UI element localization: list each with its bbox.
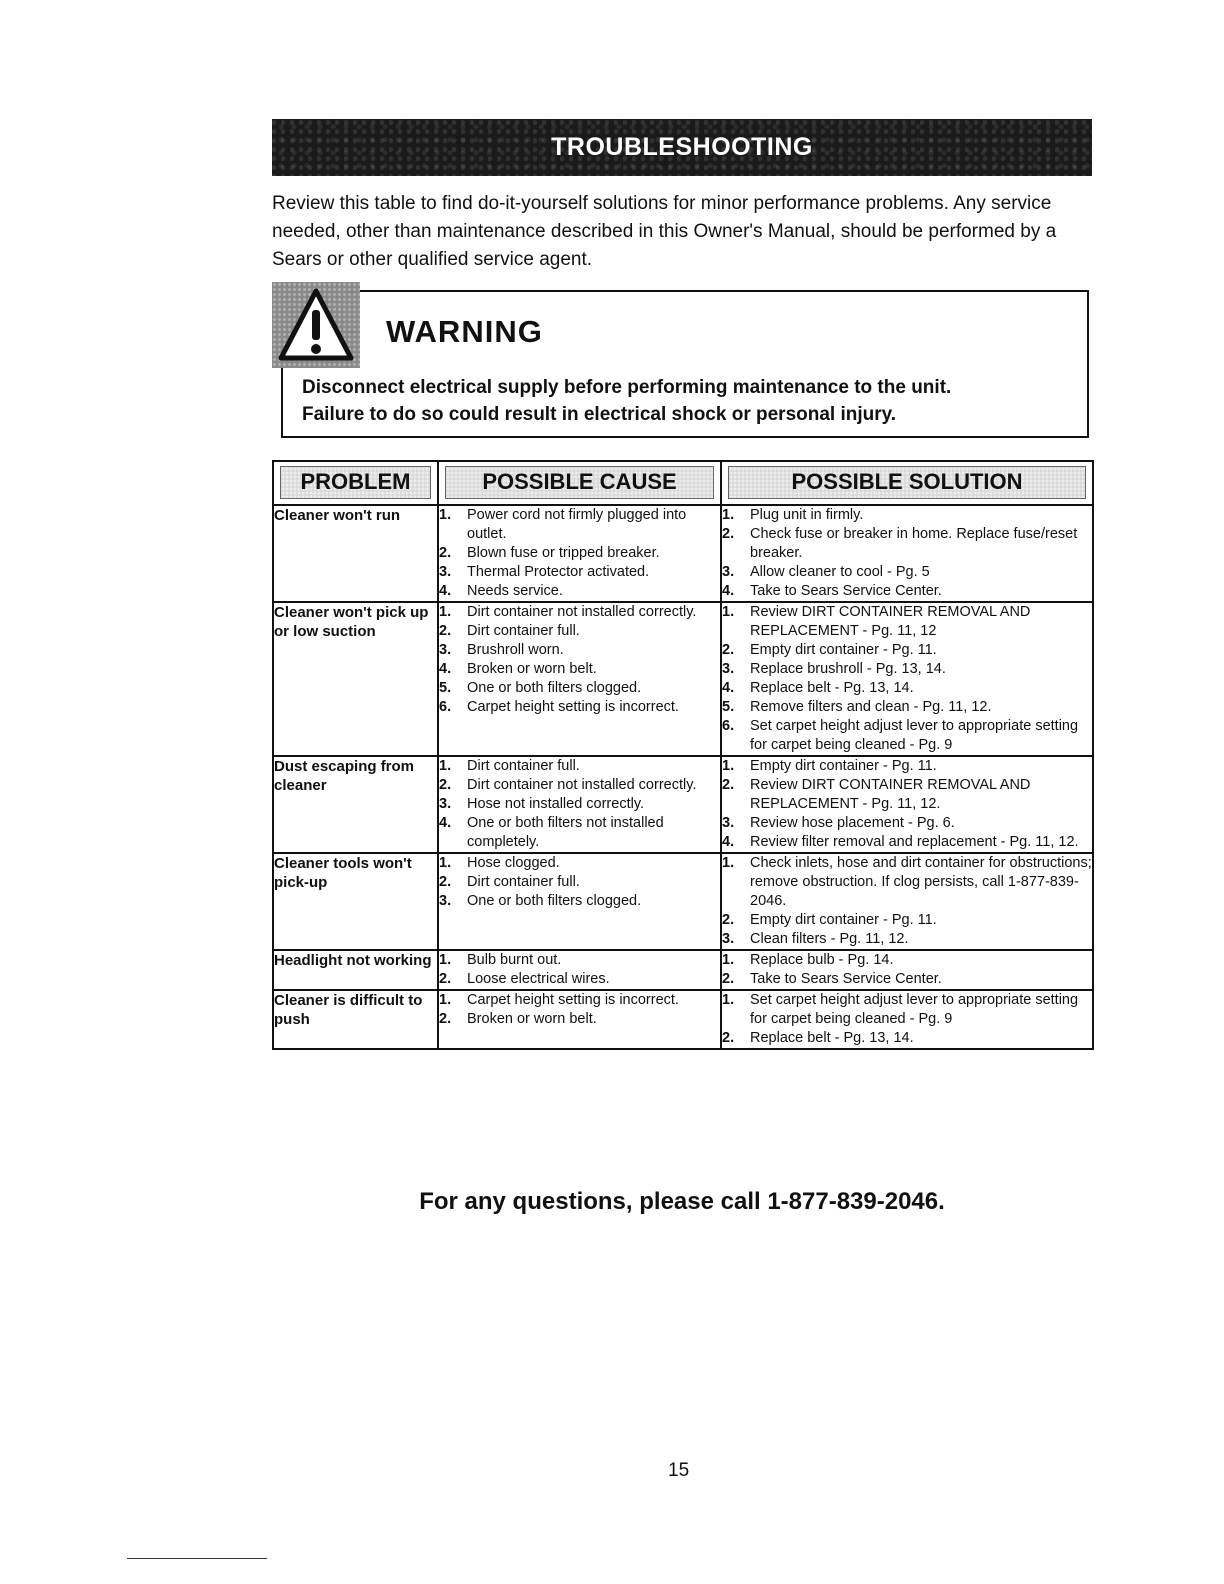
item-text: Take to Sears Service Center. bbox=[750, 971, 942, 987]
item-number: 2. bbox=[722, 526, 735, 542]
problem-cell: Cleaner is difficult to push bbox=[273, 990, 438, 1049]
item-number: 2. bbox=[722, 1030, 735, 1046]
cause-item bbox=[439, 814, 720, 852]
table-row bbox=[273, 505, 1093, 602]
item-text: Broken or worn belt. bbox=[467, 661, 597, 677]
solution-cell bbox=[721, 602, 1093, 756]
item-number: 4. bbox=[439, 661, 452, 677]
solution-item bbox=[722, 930, 1092, 949]
cause-item bbox=[439, 892, 720, 911]
item-text: Review filter removal and replacement - Pg. 11, 12. bbox=[750, 834, 1079, 850]
solution-item bbox=[722, 776, 1092, 814]
solution-item bbox=[722, 660, 1092, 679]
table-row bbox=[273, 853, 1093, 950]
warning-line: Disconnect electrical supply before performing maintenance to the unit. bbox=[302, 377, 952, 398]
item-number: 4. bbox=[722, 834, 735, 850]
item-number: 1. bbox=[439, 855, 452, 871]
cause-cell bbox=[438, 602, 721, 756]
item-text: Thermal Protector activated. bbox=[467, 564, 650, 580]
cause-item bbox=[439, 873, 720, 892]
cause-item bbox=[439, 951, 720, 970]
item-text: Review DIRT CONTAINER REMOVAL AND REPLACEMENT - Pg. 11, 12 bbox=[750, 604, 1031, 639]
item-number: 1. bbox=[722, 992, 735, 1008]
item-text: Blown fuse or tripped breaker. bbox=[467, 545, 660, 561]
item-text: Review hose placement - Pg. 6. bbox=[750, 815, 955, 831]
solution-item bbox=[722, 970, 1092, 989]
item-number: 3. bbox=[439, 642, 452, 658]
section-title: TROUBLESHOOTING bbox=[551, 133, 813, 161]
solution-cell bbox=[721, 853, 1093, 950]
item-number: 3. bbox=[439, 564, 452, 580]
solution-item bbox=[722, 854, 1092, 911]
cause-cell bbox=[438, 853, 721, 950]
item-text: Carpet height setting is incorrect. bbox=[467, 992, 679, 1008]
item-number: 1. bbox=[722, 952, 735, 968]
item-number: 4. bbox=[439, 583, 452, 599]
warning-triangle-icon bbox=[278, 288, 354, 362]
item-text: Replace brushroll - Pg. 13, 14. bbox=[750, 661, 946, 677]
item-text: One or both filters clogged. bbox=[467, 680, 642, 696]
solution-item bbox=[722, 641, 1092, 660]
warning-title: WARNING bbox=[386, 314, 543, 349]
item-text: Replace belt - Pg. 13, 14. bbox=[750, 1030, 914, 1046]
item-text: Replace bulb - Pg. 14. bbox=[750, 952, 894, 968]
header-problem: PROBLEM bbox=[273, 461, 438, 505]
solution-cell bbox=[721, 756, 1093, 853]
item-number: 2. bbox=[722, 971, 735, 987]
item-number: 3. bbox=[439, 893, 452, 909]
item-text: Take to Sears Service Center. bbox=[750, 583, 942, 599]
item-text: Dirt container full. bbox=[467, 623, 580, 639]
item-number: 5. bbox=[439, 680, 452, 696]
item-number: 3. bbox=[439, 796, 452, 812]
cause-cell bbox=[438, 505, 721, 602]
cause-item bbox=[439, 544, 720, 563]
item-number: 4. bbox=[439, 815, 452, 831]
cause-cell bbox=[438, 950, 721, 990]
item-number: 2. bbox=[722, 777, 735, 793]
solution-item bbox=[722, 563, 1092, 582]
item-text: Empty dirt container - Pg. 11. bbox=[750, 912, 937, 928]
item-number: 1. bbox=[439, 992, 452, 1008]
item-number: 1. bbox=[722, 604, 735, 620]
solution-item bbox=[722, 698, 1092, 717]
page-number: 15 bbox=[668, 1460, 690, 1481]
item-text: One or both filters clogged. bbox=[467, 893, 642, 909]
item-text: Review DIRT CONTAINER REMOVAL AND REPLACEMENT - Pg. 11, 12. bbox=[750, 777, 1031, 812]
item-number: 3. bbox=[722, 661, 735, 677]
cause-item bbox=[439, 1010, 720, 1029]
solution-item bbox=[722, 603, 1092, 641]
item-number: 1. bbox=[722, 758, 735, 774]
item-number: 2. bbox=[722, 642, 735, 658]
solution-item bbox=[722, 951, 1092, 970]
cause-item bbox=[439, 757, 720, 776]
cause-item bbox=[439, 506, 720, 544]
item-number: 1. bbox=[439, 952, 452, 968]
problem-cell: Cleaner won't run bbox=[273, 505, 438, 602]
item-number: 2. bbox=[439, 545, 452, 561]
warning-text bbox=[302, 374, 1082, 428]
solution-cell bbox=[721, 990, 1093, 1049]
problem-cell: Cleaner tools won't pick-up bbox=[273, 853, 438, 950]
header-possible-solution: POSSIBLE SOLUTION bbox=[721, 461, 1093, 505]
cause-item bbox=[439, 582, 720, 601]
item-text: Empty dirt container - Pg. 11. bbox=[750, 758, 937, 774]
item-number: 3. bbox=[722, 931, 735, 947]
cause-item bbox=[439, 622, 720, 641]
table-row bbox=[273, 990, 1093, 1049]
item-text: Check fuse or breaker in home. Replace fuse/reset breaker. bbox=[750, 526, 1078, 561]
item-text: Empty dirt container - Pg. 11. bbox=[750, 642, 937, 658]
item-text: Set carpet height adjust lever to appropriate setting for carpet being cleaned - Pg. 9 bbox=[750, 992, 1079, 1027]
table-header-row bbox=[273, 461, 1093, 505]
warning-icon-badge bbox=[272, 282, 360, 368]
item-text: Broken or worn belt. bbox=[467, 1011, 597, 1027]
item-text: Dirt container full. bbox=[467, 758, 580, 774]
item-text: Plug unit in firmly. bbox=[750, 507, 864, 523]
item-number: 2. bbox=[439, 874, 452, 890]
cause-item bbox=[439, 641, 720, 660]
item-number: 1. bbox=[439, 758, 452, 774]
cause-item bbox=[439, 660, 720, 679]
item-text: Needs service. bbox=[467, 583, 563, 599]
item-number: 1. bbox=[722, 507, 735, 523]
item-number: 2. bbox=[439, 1011, 452, 1027]
item-text: Dirt container full. bbox=[467, 874, 580, 890]
cause-item bbox=[439, 795, 720, 814]
problem-cell: Headlight not working bbox=[273, 950, 438, 990]
troubleshooting-table bbox=[272, 460, 1094, 1050]
footer-call-text: For any questions, please call 1-877-839-2046. bbox=[419, 1188, 945, 1215]
solution-item bbox=[722, 717, 1092, 755]
cause-item bbox=[439, 563, 720, 582]
item-text: Set carpet height adjust lever to appropriate setting for carpet being cleaned - Pg. 9 bbox=[750, 718, 1079, 753]
solution-item bbox=[722, 814, 1092, 833]
item-text: Allow cleaner to cool - Pg. 5 bbox=[750, 564, 930, 580]
item-number: 2. bbox=[439, 623, 452, 639]
item-text: Bulb burnt out. bbox=[467, 952, 562, 968]
item-number: 6. bbox=[722, 718, 735, 734]
item-text: Dirt container not installed correctly. bbox=[467, 604, 697, 620]
item-number: 6. bbox=[439, 699, 452, 715]
solution-item bbox=[722, 506, 1092, 525]
solution-item bbox=[722, 991, 1092, 1029]
item-number: 2. bbox=[439, 777, 452, 793]
warning-line: Failure to do so could result in electrical shock or personal injury. bbox=[302, 404, 897, 425]
item-text: Hose clogged. bbox=[467, 855, 560, 871]
item-number: 1. bbox=[722, 855, 735, 871]
footnote-rule bbox=[127, 1558, 267, 1559]
table-row bbox=[273, 756, 1093, 853]
item-number: 1. bbox=[439, 604, 452, 620]
item-number: 1. bbox=[439, 507, 452, 523]
item-text: Loose electrical wires. bbox=[467, 971, 610, 987]
cause-item bbox=[439, 970, 720, 989]
item-text: Remove filters and clean - Pg. 11, 12. bbox=[750, 699, 992, 715]
cause-item bbox=[439, 854, 720, 873]
solution-item bbox=[722, 1029, 1092, 1048]
item-text: Replace belt - Pg. 13, 14. bbox=[750, 680, 914, 696]
solution-item bbox=[722, 582, 1092, 601]
table-row bbox=[273, 950, 1093, 990]
table-row bbox=[273, 602, 1093, 756]
problem-cell: Dust escaping from cleaner bbox=[273, 756, 438, 853]
item-text: Carpet height setting is incorrect. bbox=[467, 699, 679, 715]
cause-item bbox=[439, 776, 720, 795]
item-number: 5. bbox=[722, 699, 735, 715]
cause-item bbox=[439, 603, 720, 622]
item-text: Brushroll worn. bbox=[467, 642, 564, 658]
problem-cell: Cleaner won't pick up or low suction bbox=[273, 602, 438, 756]
item-text: Check inlets, hose and dirt container for obstructions; remove obstruction. If clog persists, call 1-877-839-2046. bbox=[750, 855, 1092, 909]
item-number: 2. bbox=[722, 912, 735, 928]
cause-item bbox=[439, 679, 720, 698]
section-banner bbox=[272, 119, 1092, 176]
item-text: One or both filters not installed completely. bbox=[467, 815, 664, 850]
solution-item bbox=[722, 757, 1092, 776]
intro-paragraph: Review this table to find do-it-yourself solutions for minor performance problems. Any service needed, other than maintenance described in this Owner's Manual, should be performed by a Sears or other qualified service agent. bbox=[272, 193, 1057, 270]
header-possible-cause: POSSIBLE CAUSE bbox=[438, 461, 721, 505]
solution-cell bbox=[721, 950, 1093, 990]
table-body bbox=[273, 505, 1093, 1049]
cause-item bbox=[439, 698, 720, 717]
solution-cell bbox=[721, 505, 1093, 602]
cause-cell bbox=[438, 756, 721, 853]
solution-item bbox=[722, 833, 1092, 852]
item-text: Dirt container not installed correctly. bbox=[467, 777, 697, 793]
solution-item bbox=[722, 911, 1092, 930]
solution-item bbox=[722, 525, 1092, 563]
solution-item bbox=[722, 679, 1092, 698]
cause-cell bbox=[438, 990, 721, 1049]
item-text: Clean filters - Pg. 11, 12. bbox=[750, 931, 909, 947]
item-number: 4. bbox=[722, 680, 735, 696]
item-text: Power cord not firmly plugged into outlet. bbox=[467, 507, 687, 542]
item-number: 3. bbox=[722, 815, 735, 831]
item-number: 2. bbox=[439, 971, 452, 987]
item-number: 3. bbox=[722, 564, 735, 580]
item-text: Hose not installed correctly. bbox=[467, 796, 645, 812]
cause-item bbox=[439, 991, 720, 1010]
item-number: 4. bbox=[722, 583, 735, 599]
